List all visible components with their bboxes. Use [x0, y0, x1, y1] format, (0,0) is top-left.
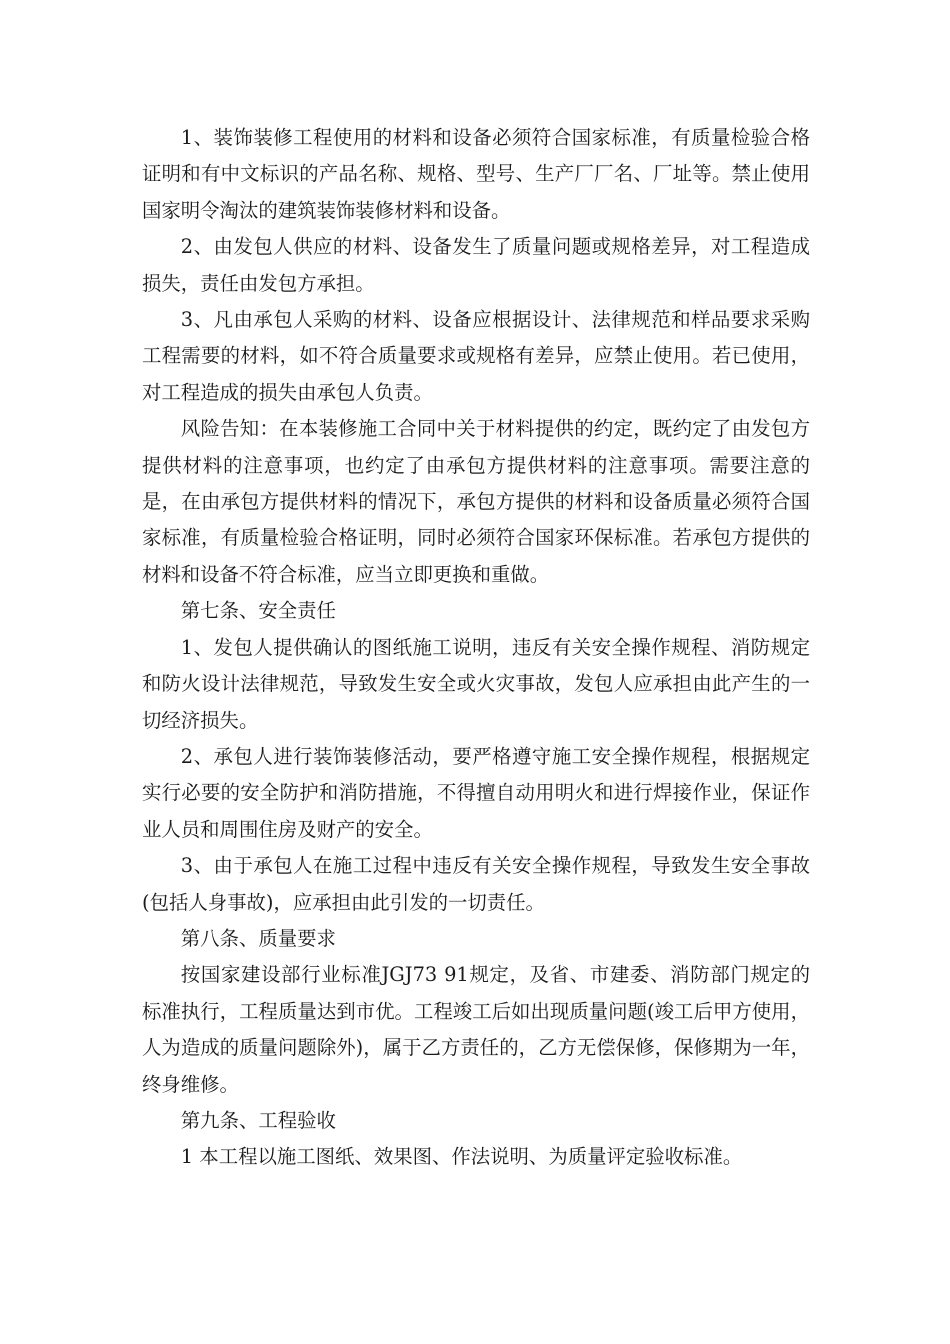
paragraph-safety-1: 1、发包人提供确认的图纸施工说明，违反有关安全操作规程、消防规定和防火设计法律规范，导致发生安全或火灾事故，发包人应承担由此产生的一切经济损失。: [142, 635, 810, 732]
heading-article-9: 第九条、工程验收: [180, 1108, 336, 1132]
paragraph-risk-notice: 风险告知：在本装修施工合同中关于材料提供的约定，既约定了由发包方提供材料的注意事项，也约定了由承包方提供材料的注意事项。需要注意的是，在由承包方提供材料的情况下，承包方提供的材料和设备质量必须符合国家标准，有质量检验合格证明，同时必须符合国家环保标准。若承包方提供的材料和设备不符合标准，应当立即更换和重做。: [142, 417, 810, 586]
heading-article-7: 第七条、安全责任: [180, 599, 336, 623]
paragraph-quality: 按国家建设部行业标准JGJ73 91规定，及省、市建委、消防部门规定的标准执行，工程质量达到市优。工程竣工后如出现质量问题(竣工后甲方使用，人为造成的质量问题除外)，属于乙方责任的，乙方无偿保修，保修期为一年，终身维修。: [142, 963, 810, 1096]
paragraph-employer-supply: 2、由发包人供应的材料、设备发生了质量问题或规格差异，对工程造成损失，责任由发包方承担。: [142, 235, 810, 295]
paragraph-contractor-purchase: 3、凡由承包人采购的材料、设备应根据设计、法律规范和样品要求采购工程需要的材料，如不符合质量要求或规格有差异，应禁止使用。若已使用，对工程造成的损失由承包人负责。: [142, 308, 810, 404]
paragraph-safety-2: 2、承包人进行装饰装修活动，要严格遵守施工安全操作规程，根据规定实行必要的安全防护和消防措施，不得擅自动用明火和进行焊接作业，保证作业人员和周围住房及财产的安全。: [142, 744, 810, 841]
paragraph-material-standard: 1、装饰装修工程使用的材料和设备必须符合国家标准，有质量检验合格证明和有中文标识的产品名称、规格、型号、生产厂厂名、厂址等。禁止使用国家明令淘汰的建筑装饰装修材料和设备。: [142, 126, 810, 222]
paragraph-acceptance-1: 1 本工程以施工图纸、效果图、作法说明、为质量评定验收标准。: [180, 1145, 743, 1169]
paragraph-safety-3: 3、由于承包人在施工过程中违反有关安全操作规程，导致发生安全事故(包括人身事故)，应承担由此引发的一切责任。: [142, 854, 810, 914]
heading-article-8: 第八条、质量要求: [180, 926, 336, 950]
